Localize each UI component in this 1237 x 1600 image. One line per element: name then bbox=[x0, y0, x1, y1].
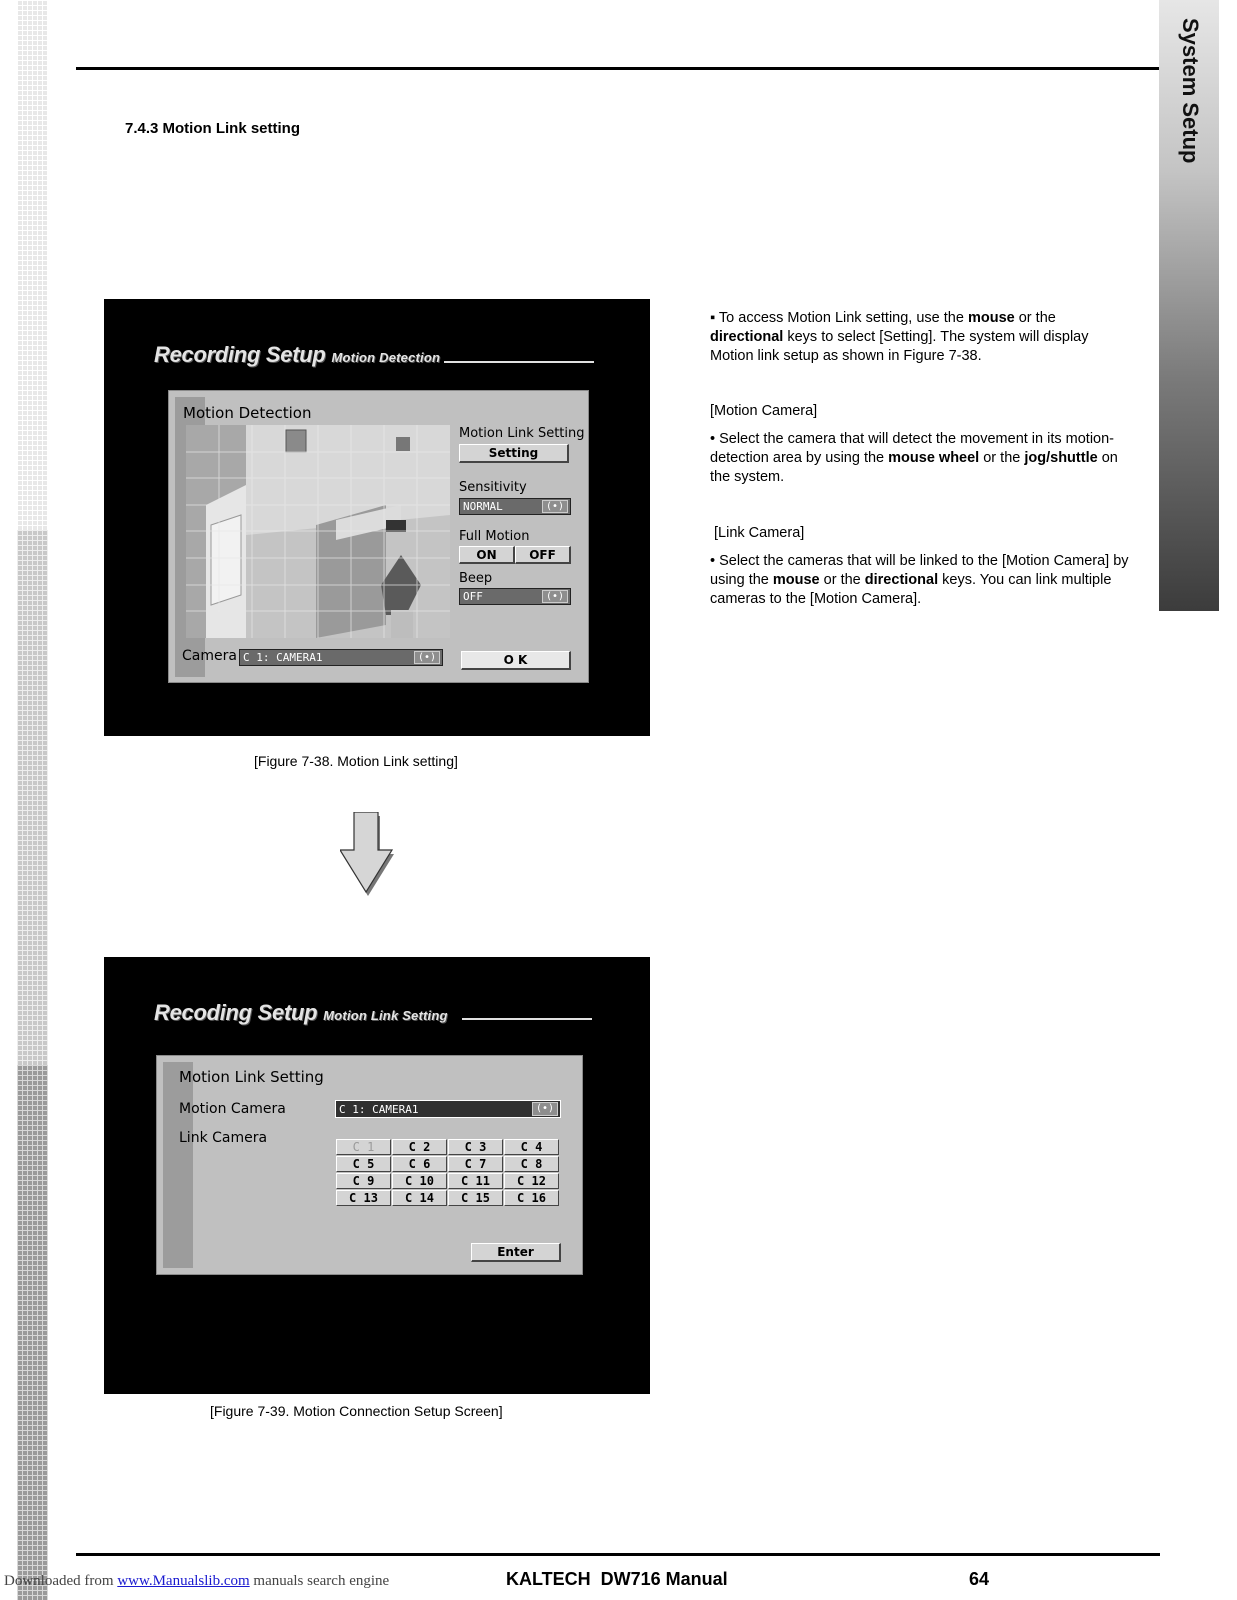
text-bold: jog/shuttle bbox=[1024, 450, 1098, 466]
text-span: keys. You can link multiple cameras to the [Motion Camera]. bbox=[710, 572, 1112, 607]
text-span: ▪ To access Motion Link setting, use the bbox=[710, 310, 968, 326]
down-arrow-icon bbox=[340, 812, 400, 902]
download-text: manuals search engine bbox=[249, 1573, 390, 1589]
download-notice bbox=[4, 1573, 389, 1590]
text-span: or the bbox=[979, 450, 1025, 466]
camera-button-13[interactable]: C 13 bbox=[336, 1190, 391, 1206]
camera-button-2[interactable]: C 2 bbox=[392, 1139, 447, 1155]
text-span: or the bbox=[819, 572, 865, 588]
link-camera-heading: [Link Camera] bbox=[710, 525, 805, 541]
text-bold: directional bbox=[864, 572, 939, 588]
beep-dropdown[interactable] bbox=[459, 588, 571, 605]
sensitivity-dropdown[interactable] bbox=[459, 498, 571, 515]
camera-button-10[interactable]: C 10 bbox=[392, 1173, 447, 1189]
camera-button-6[interactable]: C 6 bbox=[392, 1156, 447, 1172]
camera-button-7[interactable]: C 7 bbox=[448, 1156, 503, 1172]
panel-title: Motion Detection bbox=[183, 404, 312, 422]
ok-button[interactable]: O K bbox=[461, 651, 571, 670]
camera-dropdown[interactable] bbox=[239, 649, 443, 666]
camera-button-15[interactable]: C 15 bbox=[448, 1190, 503, 1206]
camera-button-9[interactable]: C 9 bbox=[336, 1173, 391, 1189]
link-camera-grid bbox=[336, 1139, 559, 1206]
camera-button-5[interactable]: C 5 bbox=[336, 1156, 391, 1172]
title-underline bbox=[462, 1018, 592, 1020]
motion-camera-label: Motion Camera bbox=[179, 1101, 286, 1117]
beep-value: OFF bbox=[463, 590, 483, 603]
link-camera-label: Link Camera bbox=[179, 1130, 268, 1146]
left-decorative-strip bbox=[17, 0, 48, 1600]
full-motion-label: Full Motion bbox=[459, 529, 530, 544]
download-text: Downloaded from bbox=[4, 1573, 118, 1589]
dropdown-knob-icon: (•) bbox=[414, 651, 440, 664]
body-paragraph-link-camera bbox=[710, 552, 1130, 609]
camera-button-4[interactable]: C 4 bbox=[504, 1139, 559, 1155]
motion-detection-panel bbox=[168, 390, 589, 683]
text-span: • Select the cameras that will be linked to the [Motion Camera] by using the bbox=[710, 553, 1129, 588]
enter-button[interactable]: Enter bbox=[471, 1243, 561, 1262]
text-bold: directional bbox=[710, 329, 784, 345]
section-heading: 7.4.3 Motion Link setting bbox=[125, 120, 301, 137]
body-paragraph-motion-camera bbox=[710, 430, 1130, 487]
motion-camera-value: C 1: CAMERA1 bbox=[339, 1102, 419, 1116]
camera-image bbox=[186, 425, 450, 638]
motion-link-setting-label: Motion Link Setting bbox=[459, 426, 585, 441]
dropdown-knob-icon: (•) bbox=[532, 1102, 558, 1116]
camera-button-11[interactable]: C 11 bbox=[448, 1173, 503, 1189]
camera-value: C 1: CAMERA1 bbox=[243, 651, 323, 664]
panel-title: Motion Link Setting bbox=[179, 1068, 324, 1086]
motion-camera-heading: [Motion Camera] bbox=[710, 403, 818, 419]
beep-label: Beep bbox=[459, 571, 493, 586]
text-span: • Select the camera that will detect the movement in its motion-detection area by using the bbox=[710, 431, 1115, 466]
dropdown-knob-icon: (•) bbox=[542, 500, 568, 513]
figure-7-38-caption: [Figure 7-38. Motion Link setting] bbox=[254, 753, 458, 769]
bottom-rule bbox=[76, 1553, 1160, 1556]
camera-button-14[interactable]: C 14 bbox=[392, 1190, 447, 1206]
camera-button-16[interactable]: C 16 bbox=[504, 1190, 559, 1206]
full-motion-off-button[interactable]: OFF bbox=[515, 546, 571, 564]
title-underline bbox=[444, 361, 594, 363]
screen-subtitle: Motion Detection bbox=[331, 350, 441, 365]
setting-button[interactable]: Setting bbox=[459, 444, 569, 463]
camera-button-12[interactable]: C 12 bbox=[504, 1173, 559, 1189]
text-span: or the bbox=[1014, 310, 1056, 326]
top-rule bbox=[76, 67, 1160, 70]
text-span: keys to select [Setting]. The system will display Motion link setup as shown in Figure 7-38. bbox=[710, 329, 1089, 364]
dropdown-knob-icon: (•) bbox=[542, 590, 568, 603]
text-bold: mouse wheel bbox=[888, 450, 980, 466]
camera-button-1[interactable]: C 1 bbox=[336, 1139, 391, 1155]
text-bold: mouse bbox=[772, 572, 820, 588]
sensitivity-label: Sensitivity bbox=[459, 480, 527, 495]
text-bold: mouse bbox=[967, 310, 1015, 326]
screen-subtitle: Motion Link Setting bbox=[323, 1008, 448, 1023]
screen-title: Recoding Setup bbox=[154, 1000, 318, 1025]
figure-7-38-screenshot bbox=[104, 299, 650, 736]
page-number: 64 bbox=[969, 1569, 990, 1589]
text-span: on the system. bbox=[710, 450, 1118, 485]
motion-camera-dropdown[interactable] bbox=[335, 1100, 561, 1118]
sensitivity-value: NORMAL bbox=[463, 500, 503, 513]
camera-button-8[interactable]: C 8 bbox=[504, 1156, 559, 1172]
figure-7-39-caption: [Figure 7-39. Motion Connection Setup Screen] bbox=[210, 1403, 503, 1419]
camera-label: Camera bbox=[182, 648, 237, 664]
screen-title: Recording Setup bbox=[154, 342, 326, 367]
camera-button-3[interactable]: C 3 bbox=[448, 1139, 503, 1155]
motion-link-setting-panel bbox=[156, 1055, 583, 1275]
figure-7-39-screenshot bbox=[104, 957, 650, 1394]
manualslib-link[interactable]: www.Manualslib.com bbox=[117, 1573, 250, 1589]
body-paragraph-intro bbox=[710, 309, 1130, 366]
full-motion-on-button[interactable]: ON bbox=[459, 546, 515, 564]
footer-title: KALTECH DW716 Manual bbox=[506, 1569, 728, 1589]
side-tab-label: System Setup bbox=[1178, 18, 1203, 164]
